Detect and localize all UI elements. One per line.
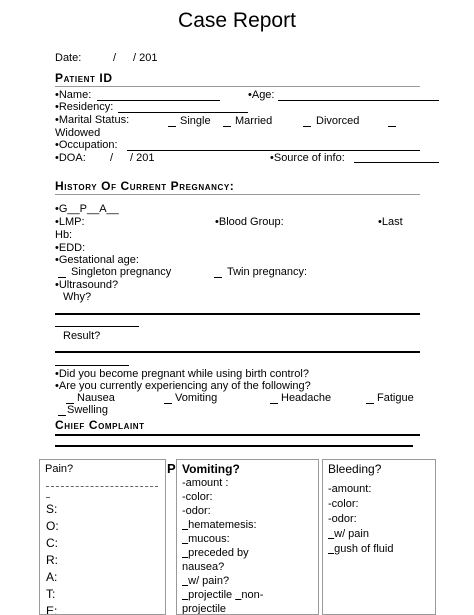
marital-status-label: •Marital Status: [55,114,130,126]
preceded-by-nausea-item[interactable]: preceded by [188,547,249,559]
fatigue-option: Fatigue [377,392,414,404]
section-divider [55,194,420,195]
result-answer-line[interactable] [55,351,420,353]
bleeding-odor: -odor: [328,513,357,525]
chief-complaint-line[interactable] [55,434,420,436]
chief-complaint-heading: Chief Complaint [55,418,145,432]
vomiting-odor: -odor: [182,505,211,517]
patient-id-heading: Patient ID [55,71,113,85]
gestational-age-label: •Gestational age: [55,254,139,266]
vomiting-option: Vomiting [175,392,218,404]
singleton-option: Singleton pregnancy [71,266,172,278]
vomiting-color: -color: [182,491,213,503]
blood-group-label: •Blood Group: [215,216,284,228]
swelling-checkbox[interactable] [58,415,66,416]
page-title: Case Report [178,9,296,32]
bleeding-color: -color: [328,498,359,510]
married-checkbox[interactable] [223,126,231,127]
pain-box [39,459,166,615]
age-label: •Age: [248,89,275,101]
widowed-checkbox[interactable] [388,126,396,127]
gpa-field[interactable]: •G__P__A__ [55,203,119,215]
divorced-option: Divorced [316,115,360,127]
residency-field[interactable] [118,112,248,113]
last-hb-label: •Last [378,216,403,228]
occupation-label: •Occupation: [55,139,118,151]
pain-t-label: T: [46,587,56,601]
why-answer-line[interactable] [55,313,420,315]
chief-complaint-line-2[interactable] [55,445,413,447]
chief-complaint-p: P [167,461,177,476]
date-label: Date: [55,52,82,64]
pain-r-label: R: [46,553,58,567]
twin-option: Twin pregnancy: [227,266,308,278]
hematemesis-item[interactable]: hematemesis: [188,519,257,531]
bleeding-with-pain-item[interactable]: w/ pain [334,528,369,540]
mucous-item[interactable]: mucous: [188,533,230,545]
widowed-option: Widowed [55,127,101,139]
section-divider [55,86,420,87]
doa-slash: / [110,152,114,164]
gush-of-fluid-item[interactable]: gush of fluid [334,543,394,555]
name-label: •Name: [55,89,92,101]
pain-divider [46,486,158,487]
doa-label: •DOA: [55,152,86,164]
name-field[interactable] [97,100,220,101]
why-answer-line-2[interactable] [55,326,139,327]
projectile-item[interactable]: projectile non- [188,589,264,601]
pain-c-label: C: [46,536,58,550]
pain-s-label: S: [46,502,58,516]
pain-title: Pain? [45,463,74,475]
edd-label: •EDD: [55,242,86,254]
singleton-checkbox[interactable] [58,277,66,278]
doa-year: / 201 [130,152,155,164]
with-pain-item[interactable]: w/ pain? [188,575,230,587]
occupation-field[interactable] [127,150,420,151]
hb-label: Hb: [55,229,73,241]
nausea-option: Nausea [77,392,115,404]
date-year: / 201 [133,52,158,64]
single-option: Single [180,115,211,127]
birth-control-question: •Did you become pregnant while using birth control? [55,368,309,380]
result-label: Result? [63,330,101,342]
lmp-label: •LMP: [55,216,85,228]
why-label: Why? [63,291,92,303]
divorced-checkbox[interactable] [303,126,311,127]
source-of-info-field[interactable] [354,162,439,163]
swelling-option: Swelling [67,404,108,416]
date-slash: / [113,52,117,64]
pain-e-label: E: [46,604,58,615]
pain-a-label: A: [46,570,58,584]
headache-checkbox[interactable] [270,403,278,404]
bleeding-box [322,459,436,615]
residency-label: •Residency: [55,101,114,113]
vomiting-checkbox[interactable] [164,403,172,404]
headache-option: Headache [281,392,332,404]
fatigue-checkbox[interactable] [366,403,374,404]
preceded-by-nausea-cont: nausea? [182,561,225,573]
bleeding-title: Bleeding? [328,462,382,476]
ultrasound-label: •Ultrasound? [55,279,119,291]
married-option: Married [235,115,273,127]
vomiting-amount: -amount : [182,477,229,489]
history-heading: History Of Current Pregnancy: [55,179,235,193]
result-answer-line-2[interactable] [55,365,129,366]
vomiting-title: Vomiting? [182,462,240,476]
non-projectile-cont: projectile [182,603,227,615]
bleeding-amount: -amount: [328,483,372,495]
pain-o-label: O: [46,519,59,533]
age-field[interactable] [278,100,439,101]
symptoms-question: •Are you currently experiencing any of the following? [55,380,311,392]
source-of-info-label: •Source of info: [270,152,345,164]
twin-checkbox[interactable] [214,277,222,278]
vomiting-box [176,459,319,615]
single-checkbox[interactable] [168,126,176,127]
pain-tick [46,497,50,498]
